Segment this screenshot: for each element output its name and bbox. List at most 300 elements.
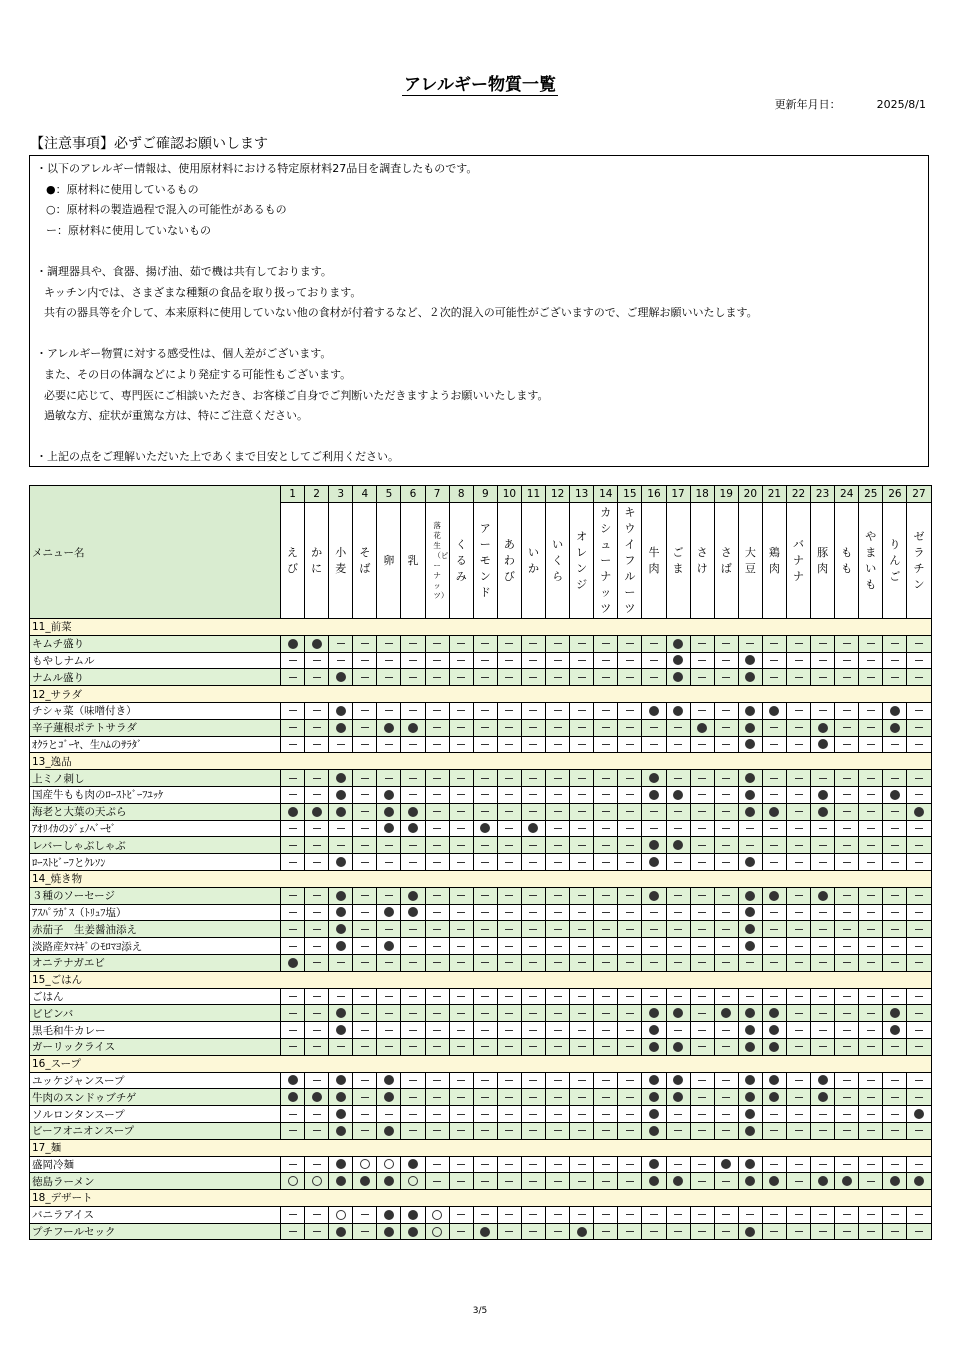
allergen-mark (786, 652, 810, 669)
not-used-mark (481, 1097, 489, 1098)
not-used-mark (578, 962, 586, 963)
used-mark (745, 1008, 755, 1018)
not-used-mark (313, 962, 321, 963)
not-used-mark (529, 710, 537, 711)
allergen-number: 17 (666, 486, 690, 503)
allergen-mark (738, 1038, 762, 1055)
used-mark (312, 639, 322, 649)
allergen-mark (883, 1173, 907, 1190)
allergen-name: ごま (672, 545, 684, 575)
allergen-mark (546, 803, 570, 820)
allergen-mark (786, 770, 810, 787)
not-used-mark (626, 1097, 634, 1098)
allergen-mark (377, 1156, 401, 1173)
not-used-mark (867, 1130, 875, 1131)
not-used-mark (337, 828, 345, 829)
allergen-mark (570, 1206, 594, 1223)
allergen-mark (497, 1223, 521, 1240)
used-mark (745, 1109, 755, 1119)
not-used-mark (843, 895, 851, 896)
allergen-mark (353, 719, 377, 736)
allergen-mark (329, 736, 353, 753)
allergen-mark (666, 803, 690, 820)
allergen-mark (618, 820, 642, 837)
allergen-mark (618, 887, 642, 904)
table-row (30, 719, 932, 736)
allergen-mark (762, 1005, 786, 1022)
allergen-mark (907, 1173, 931, 1190)
allergen-mark (714, 1223, 738, 1240)
allergen-mark (618, 904, 642, 921)
allergen-mark (521, 1206, 545, 1223)
allergen-mark (353, 635, 377, 652)
not-used-mark (481, 660, 489, 661)
not-used-mark (626, 660, 634, 661)
not-used-mark (698, 1046, 706, 1047)
used-mark (312, 807, 322, 817)
allergen-mark (497, 1089, 521, 1106)
allergen-mark (329, 954, 353, 971)
allergen-mark (449, 719, 473, 736)
allergen-mark (473, 1223, 497, 1240)
not-used-mark (602, 895, 610, 896)
allergen-mark (666, 938, 690, 955)
allergen-mark (835, 938, 859, 955)
not-used-mark (505, 660, 513, 661)
allergen-mark (377, 1072, 401, 1089)
used-mark (408, 1227, 418, 1237)
used-mark (769, 706, 779, 716)
allergen-mark (281, 988, 305, 1005)
allergen-mark (642, 786, 666, 803)
not-used-mark (289, 828, 297, 829)
allergen-mark (305, 988, 329, 1005)
allergen-mark (907, 1072, 931, 1089)
allergen-mark (521, 954, 545, 971)
not-used-mark (602, 845, 610, 846)
not-used-mark (650, 811, 658, 812)
allergen-mark (642, 736, 666, 753)
not-used-mark (505, 1030, 513, 1031)
not-used-mark (578, 845, 586, 846)
not-used-mark (505, 1130, 513, 1131)
allergen-name: キウイフルーツ (624, 505, 636, 615)
allergen-name-cell (449, 503, 473, 619)
not-used-mark (457, 996, 465, 997)
allergen-mark (305, 702, 329, 719)
not-used-mark (433, 1114, 441, 1115)
not-used-mark (529, 660, 537, 661)
allergen-mark (618, 786, 642, 803)
allergen-mark (497, 1072, 521, 1089)
not-used-mark (795, 996, 803, 997)
allergen-mark (425, 803, 449, 820)
not-used-mark (770, 1214, 778, 1215)
not-used-mark (433, 996, 441, 997)
allergen-mark (859, 921, 883, 938)
allergen-mark (666, 1005, 690, 1022)
allergen-mark (329, 1005, 353, 1022)
used-mark (336, 891, 346, 901)
not-used-mark (626, 778, 634, 779)
not-used-mark (457, 643, 465, 644)
not-used-mark (626, 811, 634, 812)
allergen-mark (859, 837, 883, 854)
used-mark (384, 1210, 394, 1220)
allergen-mark (521, 1223, 545, 1240)
used-mark (769, 1092, 779, 1102)
not-used-mark (698, 912, 706, 913)
allergen-mark (546, 1122, 570, 1139)
allergen-mark (907, 786, 931, 803)
not-used-mark (554, 710, 562, 711)
not-used-mark (891, 912, 899, 913)
not-used-mark (289, 1164, 297, 1165)
not-used-mark (433, 1097, 441, 1098)
allergen-mark (738, 1106, 762, 1123)
not-used-mark (891, 811, 899, 812)
allergen-mark (425, 954, 449, 971)
allergen-mark (907, 887, 931, 904)
not-used-mark (915, 1097, 923, 1098)
allergen-mark (738, 988, 762, 1005)
allergen-mark (907, 1022, 931, 1039)
used-mark (890, 1025, 900, 1035)
allergen-mark (570, 803, 594, 820)
allergen-mark (762, 820, 786, 837)
allergen-mark (449, 938, 473, 955)
used-mark (408, 723, 418, 733)
allergen-mark (714, 938, 738, 955)
allergen-mark (690, 803, 714, 820)
not-used-mark (361, 1114, 369, 1115)
not-used-mark (626, 744, 634, 745)
not-used-mark (481, 895, 489, 896)
allergen-mark (738, 954, 762, 971)
allergen-mark (305, 1156, 329, 1173)
not-used-mark (891, 643, 899, 644)
allergen-mark (907, 988, 931, 1005)
not-used-mark (795, 710, 803, 711)
allergen-mark (811, 1089, 835, 1106)
allergen-mark (497, 988, 521, 1005)
allergen-mark (521, 635, 545, 652)
not-used-mark (433, 794, 441, 795)
not-used-mark (722, 1181, 730, 1182)
not-used-mark (891, 1164, 899, 1165)
used-mark (649, 891, 659, 901)
allergen-mark (449, 854, 473, 871)
not-used-mark (529, 1046, 537, 1047)
allergen-mark (401, 635, 425, 652)
allergen-mark (329, 904, 353, 921)
not-used-mark (722, 929, 730, 930)
used-mark (818, 1176, 828, 1186)
allergen-mark (546, 820, 570, 837)
allergen-mark (305, 938, 329, 955)
not-used-mark (505, 1080, 513, 1081)
used-mark (312, 1092, 322, 1102)
allergen-mark (811, 1206, 835, 1223)
not-used-mark (626, 962, 634, 963)
allergen-mark (642, 887, 666, 904)
allergen-mark (666, 786, 690, 803)
allergen-mark (835, 854, 859, 871)
not-used-mark (650, 677, 658, 678)
not-used-mark (843, 1080, 851, 1081)
allergen-mark (353, 1072, 377, 1089)
used-mark (336, 857, 346, 867)
not-used-mark (698, 1114, 706, 1115)
allergen-mark (907, 1122, 931, 1139)
allergen-mark (642, 854, 666, 871)
not-used-mark (698, 1013, 706, 1014)
not-used-mark (361, 862, 369, 863)
allergen-mark (690, 988, 714, 1005)
used-mark (818, 891, 828, 901)
not-used-mark (891, 660, 899, 661)
allergen-mark (835, 736, 859, 753)
allergen-mark (859, 820, 883, 837)
used-mark (384, 907, 394, 917)
not-used-mark (795, 1164, 803, 1165)
allergen-mark (546, 1072, 570, 1089)
allergen-mark (401, 1089, 425, 1106)
allergen-mark (859, 786, 883, 803)
allergen-mark (642, 702, 666, 719)
allergen-mark (449, 669, 473, 686)
not-used-mark (867, 811, 875, 812)
table-row (30, 736, 932, 753)
not-used-mark (795, 929, 803, 930)
allergen-mark (907, 1106, 931, 1123)
allergen-mark (377, 1089, 401, 1106)
not-used-mark (289, 794, 297, 795)
not-used-mark (915, 660, 923, 661)
not-used-mark (457, 677, 465, 678)
not-used-mark (457, 1181, 465, 1182)
not-used-mark (313, 744, 321, 745)
not-used-mark (698, 996, 706, 997)
used-mark (408, 807, 418, 817)
not-used-mark (843, 1214, 851, 1215)
allergen-mark (377, 938, 401, 955)
not-used-mark (554, 727, 562, 728)
not-used-mark (409, 1130, 417, 1131)
not-used-mark (674, 1231, 682, 1232)
allergen-mark (449, 837, 473, 854)
used-mark (408, 1210, 418, 1220)
allergen-mark (570, 938, 594, 955)
allergen-mark (762, 988, 786, 1005)
not-used-mark (819, 862, 827, 863)
allergen-mark (353, 736, 377, 753)
not-used-mark (313, 1013, 321, 1014)
used-mark (745, 941, 755, 951)
not-used-mark (843, 1013, 851, 1014)
allergen-mark (835, 820, 859, 837)
not-used-mark (819, 660, 827, 661)
allergen-mark (594, 1089, 618, 1106)
allergen-mark (859, 803, 883, 820)
not-used-mark (915, 1080, 923, 1081)
allergen-number: 16 (642, 486, 666, 503)
allergen-mark (618, 988, 642, 1005)
used-mark (336, 706, 346, 716)
menu-item-name: チシャ菜（味噌付き） (30, 702, 281, 719)
not-used-mark (867, 845, 875, 846)
used-mark (288, 1075, 298, 1085)
not-used-mark (722, 744, 730, 745)
allergen-mark (714, 1122, 738, 1139)
allergen-name-cell (281, 503, 305, 619)
allergen-mark (762, 736, 786, 753)
allergen-name: えび (287, 545, 299, 575)
used-mark (649, 1075, 659, 1085)
not-used-mark (867, 1181, 875, 1182)
not-used-mark (313, 660, 321, 661)
used-mark (745, 790, 755, 800)
not-used-mark (554, 845, 562, 846)
allergen-mark (425, 652, 449, 669)
used-mark (769, 807, 779, 817)
allergen-mark (786, 1206, 810, 1223)
not-used-mark (698, 1097, 706, 1098)
not-used-mark (554, 1046, 562, 1047)
notice-line (36, 324, 922, 345)
allergen-number: 8 (449, 486, 473, 503)
allergen-mark (425, 988, 449, 1005)
allergen-mark (521, 837, 545, 854)
not-used-mark (602, 811, 610, 812)
not-used-mark (843, 828, 851, 829)
used-mark (360, 1176, 370, 1186)
allergen-mark (786, 854, 810, 871)
allergen-mark (835, 770, 859, 787)
not-used-mark (457, 1013, 465, 1014)
allergen-number: 10 (497, 486, 521, 503)
not-used-mark (385, 1114, 393, 1115)
not-used-mark (529, 1097, 537, 1098)
table-row (30, 1072, 932, 1089)
not-used-mark (843, 962, 851, 963)
not-used-mark (433, 727, 441, 728)
allergen-mark (594, 1022, 618, 1039)
not-used-mark (554, 660, 562, 661)
not-used-mark (650, 1231, 658, 1232)
allergen-mark (714, 786, 738, 803)
used-mark (288, 958, 298, 968)
table-row (30, 702, 932, 719)
not-used-mark (843, 929, 851, 930)
allergen-mark (859, 702, 883, 719)
not-used-mark (915, 794, 923, 795)
allergen-mark (835, 1122, 859, 1139)
not-used-mark (722, 643, 730, 644)
allergen-mark (714, 669, 738, 686)
not-used-mark (626, 996, 634, 997)
not-used-mark (433, 1181, 441, 1182)
not-used-mark (409, 962, 417, 963)
not-used-mark (674, 727, 682, 728)
table-row (30, 786, 932, 803)
allergen-mark (762, 887, 786, 904)
allergen-mark (570, 1038, 594, 1055)
allergen-mark (907, 770, 931, 787)
used-mark (649, 706, 659, 716)
used-mark (673, 1075, 683, 1085)
allergen-mark (497, 719, 521, 736)
not-used-mark (722, 710, 730, 711)
allergen-mark (666, 1022, 690, 1039)
allergen-mark (546, 837, 570, 854)
allergen-mark (835, 1022, 859, 1039)
not-used-mark (433, 828, 441, 829)
not-used-mark (602, 1231, 610, 1232)
not-used-mark (722, 660, 730, 661)
allergen-mark (907, 1206, 931, 1223)
not-used-mark (698, 1181, 706, 1182)
allergen-mark (546, 702, 570, 719)
allergen-mark (329, 652, 353, 669)
not-used-mark (313, 1231, 321, 1232)
not-used-mark (891, 1097, 899, 1098)
allergen-mark (762, 954, 786, 971)
not-used-mark (602, 710, 610, 711)
not-used-mark (361, 811, 369, 812)
not-used-mark (385, 862, 393, 863)
not-used-mark (867, 1013, 875, 1014)
allergen-mark (835, 803, 859, 820)
not-used-mark (891, 1114, 899, 1115)
allergen-mark (859, 938, 883, 955)
allergen-mark (907, 803, 931, 820)
allergen-mark (377, 1206, 401, 1223)
not-used-mark (795, 1046, 803, 1047)
allergen-mark (883, 854, 907, 871)
not-used-mark (385, 744, 393, 745)
allergen-mark (618, 1223, 642, 1240)
allergen-mark (401, 887, 425, 904)
not-used-mark (457, 660, 465, 661)
allergen-mark (762, 1022, 786, 1039)
not-used-mark (505, 1046, 513, 1047)
allergen-mark (883, 837, 907, 854)
used-mark (384, 1126, 394, 1136)
allergen-mark (473, 938, 497, 955)
allergen-mark (546, 988, 570, 1005)
not-used-mark (433, 929, 441, 930)
allergen-mark (762, 1206, 786, 1223)
used-mark (673, 1176, 683, 1186)
menu-item-name: プチフールセック (30, 1223, 281, 1240)
not-used-mark (529, 912, 537, 913)
notice-line: 必要に応じて、専門医にご相談いただき、お客様ご自身でご判断いただきますようお願いいたします。 (44, 388, 549, 402)
allergen-mark (401, 803, 425, 820)
used-mark (649, 840, 659, 850)
menu-item-name: 淡路産ﾀﾏﾈｷﾞのﾓﾛﾏﾖ添え (30, 938, 281, 955)
allergen-mark (762, 702, 786, 719)
not-used-mark (409, 845, 417, 846)
allergen-mark (859, 854, 883, 871)
allergen-mark (786, 1072, 810, 1089)
menu-item-name: ガーリックライス (30, 1038, 281, 1055)
allergen-mark (329, 635, 353, 652)
table-row (30, 1022, 932, 1039)
allergen-mark (449, 921, 473, 938)
allergen-mark (521, 1173, 545, 1190)
not-used-mark (385, 962, 393, 963)
